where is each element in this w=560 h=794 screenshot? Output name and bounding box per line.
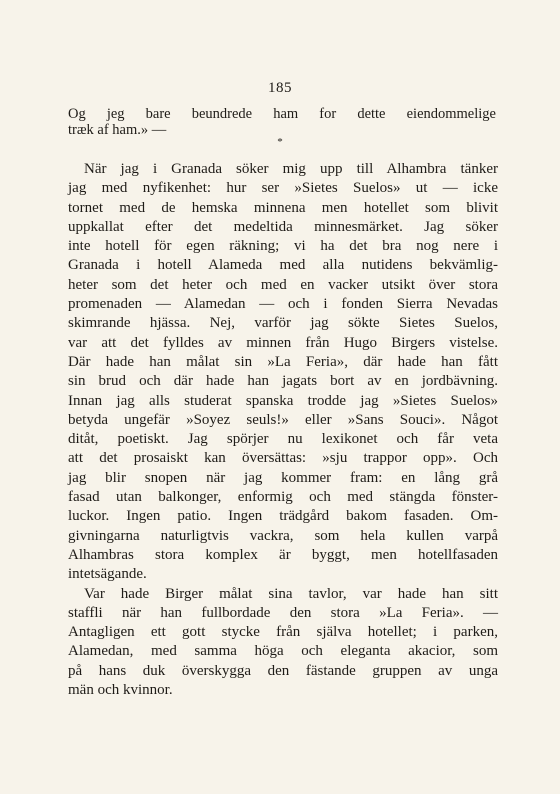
- text-line: givningarna naturligtvis vackra, som hela kullen varpå: [68, 527, 498, 544]
- text-line: heter som det heter och med en vacker utsikt över stora: [68, 276, 498, 293]
- text-line: på hans duk överskygga den fästande gruppen av unga: [68, 662, 498, 679]
- text-line: uppkallat efter det medeltida minnesmärket. Jag söker: [68, 218, 498, 235]
- text-line: jag blir snopen när jag kommer fram: en lång grå: [68, 469, 498, 486]
- body-text: [68, 160, 498, 700]
- text-line: män och kvinnor.: [68, 682, 173, 699]
- text-line: fasad utan balkonger, enformig och med stängda fönster-: [68, 489, 498, 506]
- text-line: tornet med de hemska minnena men hotellet som blivit: [68, 199, 498, 216]
- text-line: att det prosaiskt kan översättas: »sju trappor opp». Och: [68, 450, 498, 467]
- section-separator: *: [277, 136, 283, 148]
- text-line: inte hotell för egen räkning; vi ha det bra nog nere i: [68, 238, 498, 255]
- paragraph: [68, 160, 498, 585]
- text-line: jag med nyfikenhet: hur ser »Sietes Suelos» ut — icke: [68, 180, 498, 197]
- text-line: ditåt, poetiskt. Jag spörjer nu lexikonet och får veta: [68, 431, 498, 448]
- text-line: Innan jag alls studerat spanska trodde jag »Sietes Suelos»: [68, 392, 498, 409]
- opening-lines: [68, 106, 496, 138]
- paragraph: [68, 585, 498, 701]
- text-line: sin brud och där hade han jagats bort av en jordbävning.: [68, 373, 498, 390]
- page-number: 185: [268, 80, 292, 96]
- text-line: Där hade han målat sin »La Feria», där hade han fått: [68, 353, 498, 370]
- text-line: Alhambras stora komplex är byggt, men hotellfasaden: [68, 546, 498, 563]
- text-line: Og jeg bare beundrede ham for dette eiendommelige: [68, 106, 496, 122]
- text-line: intetsägande.: [68, 566, 147, 583]
- text-line: Granada i hotell Alameda med alla nutidens bekvämlig-: [68, 257, 498, 274]
- text-line: Alamedan, med samma höga och eleganta akacior, som: [68, 643, 498, 660]
- text-line: Var hade Birger målat sina tavlor, var hade han sitt: [84, 585, 498, 602]
- text-line: betyda ungefär »Soyez seuls!» eller »Sans Souci». Något: [68, 411, 498, 428]
- text-line: luckor. Ingen patio. Ingen trädgård bakom fasaden. Om-: [68, 508, 498, 525]
- text-line: skimrande hjässa. Nej, varför jag sökte Sietes Suelos,: [68, 315, 498, 332]
- text-line: træk af ham.» —: [68, 122, 167, 138]
- text-line: Antagligen ett gott stycke från själva hotellet; i parken,: [68, 624, 498, 641]
- text-line: promenaden — Alamedan — och i fonden Sierra Nevadas: [68, 296, 498, 313]
- text-line: var att det fylldes av minnen från Hugo Birgers vistelse.: [68, 334, 498, 351]
- text-line: När jag i Granada söker mig upp till Alhambra tänker: [84, 161, 498, 177]
- text-line: staffli när han fullbordade den stora »La Feria». —: [68, 604, 498, 621]
